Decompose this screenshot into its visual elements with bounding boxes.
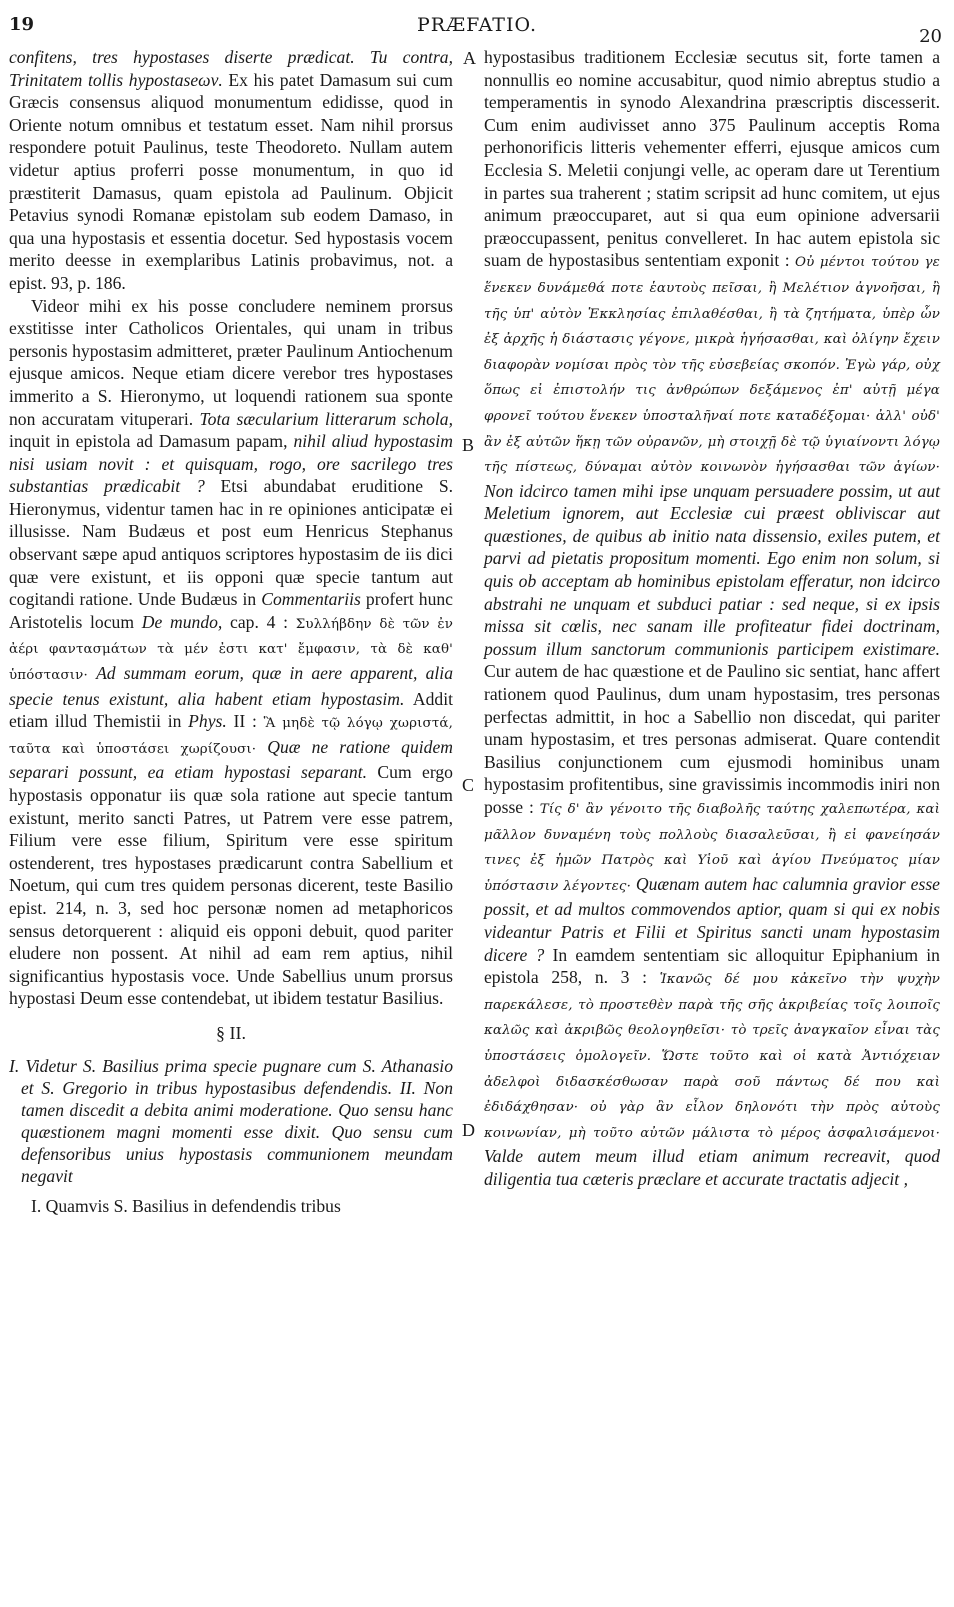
left-p2-a: Videor mihi ex his posse concludere neminem prorsus exstitisse inter Catholicos Orientales, qui unam in tribus personis hypostasim admitteret, præter Paulinum Antiochenum ejusque amicos. Neque etiam dicere verebor tres hypostases immerito a S. Hieronymo, ut loquendi rationem sua sponte non accuratam vituperari. [9,295,453,429]
right-column [484,46,940,1191]
running-title: PRÆFATIO. [416,14,537,36]
section-summary: I. Videtur S. Basilius prima specie pugnare cum S. Athanasio et S. Gregorio in tribus hypostasibus defendendis. II. Non tamen discedit a debita animi moderatione. Quo sensu hanc quæstionem magni momenti esse dixit. Quo sensu cum defensoribus unius hypostasis communionem meundam negavit [9,1055,453,1186]
right-paragraph-1 [484,46,940,1191]
left-p2-i: cap. 4 : [222,611,296,632]
left-p2-e: Etsi abundabat eruditione S. Hieronymus, videntur tamen hac in re opiniones anticipatæ ei illusisse. Nam Budæus et post eum Henricus Stephanus observant sæpe apud antiquos scriptores hypostasim de iis dici quæ vere existunt, et iis opponi quæ specie tantum aut cogitandi ratione. Unde Budæus in [9,476,453,610]
page-number-right: 20 [919,26,942,47]
left-p2-g: profert hunc Aristotelis locum [9,589,453,632]
left-column [9,46,453,1217]
margin-letter-d: D [462,1120,475,1140]
left-p2-b: Tota sæcularium litterarum schola, [199,408,453,429]
page-number-left: 19 [9,14,35,35]
right-greek-quote-2: Τίς δ' ἂν γένοιτο τῆς διαβολῆς ταύτης χαλεπωτέρα, καὶ μᾶλλον δυναμένη τοὺς πολλοὺς διασαλεῦσαι, ἢ εἰ φανείησάν τινες ἐξ ἡμῶν Πατρὸς καὶ Υἱοῦ καὶ ἁγίου Πνεύματος μίαν ὑπόστασιν λέγοντες· [484,802,941,894]
left-p2-l: Phys. [188,711,227,732]
margin-letter-a: A [463,48,476,68]
right-p1-f: Valde autem meum illud etiam animum recreavit, quod diligentia tua cæteris præclare et accurate tractatis adjecit , [484,1146,940,1189]
left-p2-c: inquit in epistola ad Damasum papam, [9,431,294,452]
margin-letter-c: C [462,775,475,795]
left-p2-f: Commentariis [261,589,361,610]
right-p1-c: Cur autem de hac quæstione et de Paulino sic sentiat, hanc affert rationem quod Paulinus, dum unam hypostasim, tres personas perfectas admittit, in hoc a Sabellio non discedat, qui pariter unam hypostasim, et tres personas admiserat. Quare contendit Basilius conjunctionem cum ejusmodi hominibus unam hypostasim profitentibus, sine gravissimis incommodis iniri non posse : [484,661,940,817]
left-p2-k: Addit etiam illud Themistii in [9,688,453,732]
right-p1-e: In eamdem sententiam sic alloquitur Epiphanium in epistola 258, n. 3 : [484,944,940,988]
left-paragraph-3: I. Quamvis S. Basilius in defendendis tribus [31,1195,341,1216]
left-paragraph-1 [9,46,453,295]
left-greek-quote-2: Ἃ μηδὲ τῷ λόγῳ χωριστά, ταῦτα καὶ ὑποστάσει χωρίζουσι· [9,716,453,757]
left-p2-o: Cum ergo hypostasis opponatur iis quæ sola ratione aut specie tantum existunt, merito sancti Patres, ut Patrem vere esse patrem, Filium vere esse filium, Spiritum vere esse spiritum ostenderent, tres hypostases prædicarunt contra Sabellium et Noetum, qui cum tres quidem personas dicerent, teste Basilio epist. 214, n. 3, sed hoc personæ nomen ad metaphoricos sensus detorquerent : aliquid eis opponi debuit, quod pariter eludere non possent. At nihil ad eam rem aptius, nihil significantius hypostasis voce. Unde Sabellius unum prorsus hypostasi Deum esse contendebat, ut ibidem testatur Basilius. [9,762,453,1009]
left-p2-m: II : [226,711,264,732]
margin-letter-b: B [462,435,475,455]
right-greek-quote-3: Ἱκανῶς δέ μου κἀκεῖνο τὴν ψυχὴν παρεκάλεσε, τὸ προστεθὲν παρὰ τῆς σῆς ἀκριβείας τοῖς λοιποῖς καλῶς καὶ ἀκριβῶς θεολογηθεῖσι· τὸ τρεῖς ἀναγκαῖον εἶναι τὰς ὑποστάσεις ὁμολογεῖν. Ὥστε τοῦτο καὶ οἱ κατὰ Ἀντιόχειαν ἀδελφοὶ διδασκέσθωσαν παρὰ σοῦ πάντως δέ που καὶ ἐδιδάχθησαν· οὐ γὰρ ἂν εἶλον δηλονότι τὴν πρὸς αὐτοὺς κοινωνίαν, μὴ τοῦτο αὐτῶν μάλιστα τὸ μέρος ἀσφαλισάμενοι· [484,972,941,1141]
left-p2-d: nihil aliud hypostasim nisi usiam novit : et quisquam, rogo, ore sacrilego tres substantias prædicabit ? [9,431,453,497]
left-paragraph-2 [9,295,453,1010]
page-header [0,0,954,46]
left-greek-quote-1: Συλλήβδην δὲ τῶν ἐν ἀέρι φαντασμάτων τὰ μέν ἐστι κατ' ἔμφασιν, τὰ δὲ καθ' ὑπόστασιν· [9,616,454,684]
left-p2-j: Ad summam eorum, quæ in aere apparent, alia specie tenus existunt, alia habent etiam hypostasim. [9,663,453,709]
right-greek-quote-1: Οὐ μέντοι τούτου γε ἕνεκεν δυνάμεθά ποτε ἑαυτοὺς πεῖσαι, ἢ Μελέτιον ἀγνοῆσαι, ἢ τῆς ὑπ' αὐτὸν Ἐκκλησίας ἐπιλαθέσθαι, ἢ τὰ ζητήματα, ὑπὲρ ὧν ἐξ ἀρχῆς ἡ διάστασις γέγονε, μικρὰ ἡγήσασθαι, καὶ ὀλίγην ἔχειν διαφορὰν νομίσαι πρὸς τὸν τῆς εὐσεβείας σκοπόν. Ἐγὼ γάρ, οὐχ ὅπως εἰ ἐπιστολήν τις ἀνθρώπων δεξάμενος ἐπ' αὐτῇ μέγα φρονεῖ τούτου ἕνεκεν ὑποσταλῆναί ποτε καταδέξομαι· ἀλλ' οὐδ' ἂν ἐξ αὐτῶν ἥκῃ τῶν οὐρανῶν, μὴ στοιχῇ δὲ τῷ ὑγιαίνοντι λόγῳ τῆς πίστεως, δύναμαι αὐτὸν κοινωνὸν ἡγήσασθαι τῶν ἁγίων· [484,255,940,476]
left-p1-text: Ex his patet Damasum sui cum Græcis consensus aliquod monumentum edidisse, quod in Oriente notum omnibus et testatum esset. Nam nihil prorsus respondere potuit Paulinus, teste Theodoreto. Nullam autem videtur aptius proferri posse monumentum, in quo id præstiterit Damasus, quam epistola ad Paulinum. Objicit Petavius synodi Romanæ epistolam sub eodem Damaso, in qua una hypostasis et essentia docetur. Sed hypostasis vocem merito deesse in exemplaribus Latinis probavimus, not. a epist. 93, p. 186. [9,69,453,293]
left-p2-h: De mundo, [141,611,223,632]
right-p1-b: Non idcirco tamen mihi ipse unquam persuadere possim, ut aut Meletium ignorem, aut Ecclesiæ cui præest obliviscar aut quæstiones, de quibus ab initio nata dissensio, exiles putem, et parvi ad pietatis propositum momenti. Ego enim non solum, si quis ob acceptam ab hominibus epistolam efferatur, non idcirco abstrahi ne unquam et subduci patiar : sed neque, si ex ipsis missa sit cœlis, nec sanam ille profiteatur fidei doctrinam, possum illum sanctorum communionis participem existimare. [484,480,940,659]
right-p1-a: hypostasibus traditionem Ecclesiæ secutus sit, forte tamen a nonnullis eo nomine accusabitur, quod nimio abreptus studio a temperamentis in synodo Alexandrina præscriptis discesserit. Cum enim audivisset anno 375 Paulinum acceptis Roma perhonorificis litteris vehementer efferri, ejusque amicos cum Ecclesia S. Meletii conjungi velle, ac operam dare ut Terentium in partes sua traherent ; statim scripsit ad hunc comitem, ut ejus animum præoccuparet, aut si qua eum opinione adversarii præoccupassent, penitus convelleret. In hac autem epistola sic suam de hypostasibus sententiam exponit : [484,47,940,271]
left-p1-italic: confitens, tres hypostases diserte prædicat. Tu contra, Trinitatem tollis hypostaseων. [9,47,453,90]
section-heading: § II. [216,1022,246,1043]
right-p1-d: Quænam autem hac calumnia gravior esse possit, et ad multos commovendos aptior, quam si qui ex nobis videantur Patris et Filii et Spiritus sancti unam hypostasim dicere ? [484,873,940,965]
left-p2-n: Quæ ne ratione quidem separari possunt, ea etiam hypostasi separant. [9,736,453,783]
